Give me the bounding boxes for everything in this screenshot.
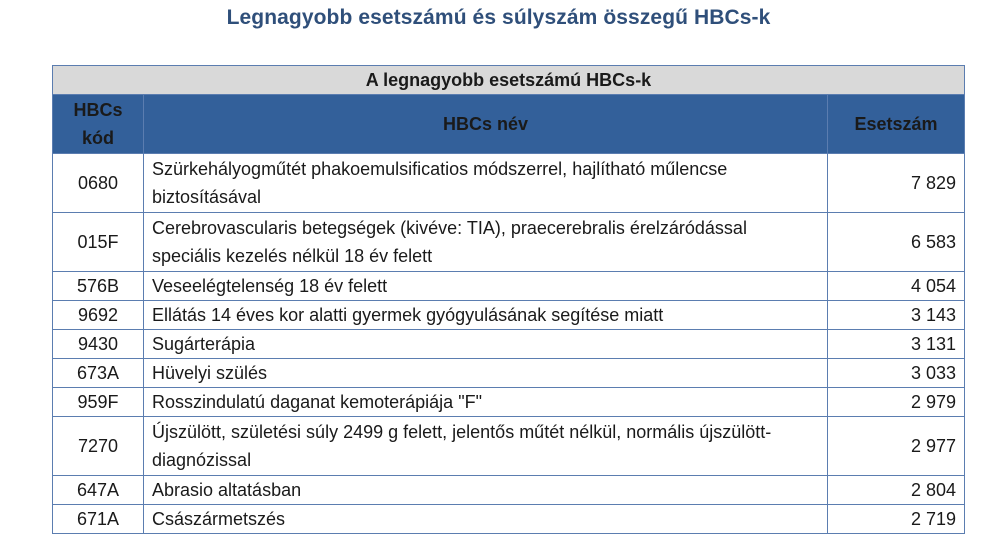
table-row: [53, 476, 965, 505]
table-header-row: [53, 95, 965, 154]
table-row: [53, 359, 965, 388]
cell-code: 9692: [53, 301, 144, 330]
table-row: [53, 417, 965, 476]
cell-code: 576B: [53, 272, 144, 301]
cell-count: 3 143: [828, 301, 965, 330]
page-title: Legnagyobb esetszámú és súlyszám összegű HBCs-k: [226, 6, 771, 29]
table-row: [53, 301, 965, 330]
hbcs-table: [52, 65, 965, 534]
table-row: [53, 213, 965, 272]
cell-name: Ellátás 14 éves kor alatti gyermek gyógyulásának segítése miatt: [144, 301, 828, 330]
cell-count: 6 583: [828, 213, 965, 272]
column-header-name: HBCs név: [144, 95, 828, 154]
cell-code: 7270: [53, 417, 144, 476]
cell-count: 2 977: [828, 417, 965, 476]
cell-count: 7 829: [828, 154, 965, 213]
cell-name: Újszülött, születési súly 2499 g felett, jelentős műtét nélkül, normális újszülött-diagnózissal: [144, 417, 828, 476]
table-row: [53, 330, 965, 359]
cell-name: Szürkehályogműtét phakoemulsificatios módszerrel, hajlítható műlencse biztosításával: [144, 154, 828, 213]
cell-code: 673A: [53, 359, 144, 388]
cell-code: 015F: [53, 213, 144, 272]
cell-name: Hüvelyi szülés: [144, 359, 828, 388]
cell-code: 959F: [53, 388, 144, 417]
cell-code: 671A: [53, 505, 144, 534]
table-section-title: A legnagyobb esetszámú HBCs-k: [53, 66, 965, 95]
cell-name: Rosszindulatú daganat kemoterápiája "F": [144, 388, 828, 417]
cell-count: 2 979: [828, 388, 965, 417]
cell-name: Császármetszés: [144, 505, 828, 534]
cell-name: Cerebrovascularis betegségek (kivéve: TIA), praecerebralis érelzáródással speciális kezelés nélkül 18 év felett: [144, 213, 828, 272]
cell-code: 9430: [53, 330, 144, 359]
cell-count: 3 033: [828, 359, 965, 388]
cell-count: 4 054: [828, 272, 965, 301]
cell-name: Veseelégtelenség 18 év felett: [144, 272, 828, 301]
cell-name: Abrasio altatásban: [144, 476, 828, 505]
cell-count: 2 804: [828, 476, 965, 505]
table-section-row: [53, 66, 965, 95]
cell-name: Sugárterápia: [144, 330, 828, 359]
cell-code: 0680: [53, 154, 144, 213]
table-row: [53, 272, 965, 301]
table-row: [53, 505, 965, 534]
cell-code: 647A: [53, 476, 144, 505]
cell-count: 3 131: [828, 330, 965, 359]
column-header-code: HBCs kód: [53, 95, 144, 154]
cell-count: 2 719: [828, 505, 965, 534]
column-header-count: Esetszám: [828, 95, 965, 154]
table-row: [53, 154, 965, 213]
table-row: [53, 388, 965, 417]
